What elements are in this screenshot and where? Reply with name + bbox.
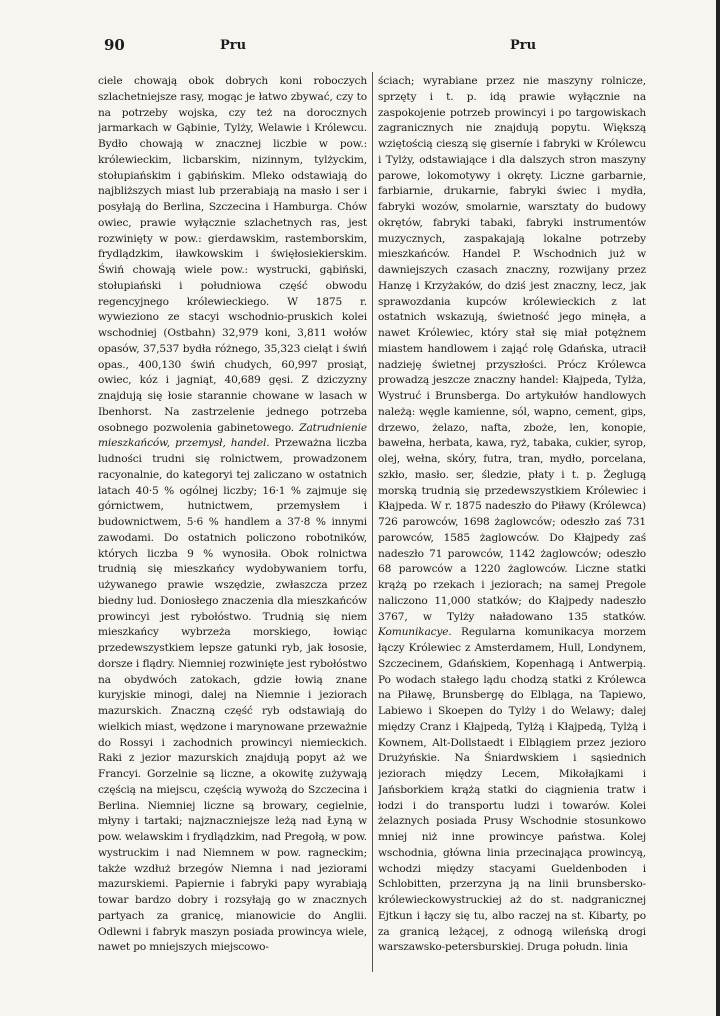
right-text-part2: Regularna komunikacya morzem łączy Królewiec z Amsterdamem, Hull, Londynem, Szczecinem, Gdańskiem, Kopenhagą i Antwerpią. Po wodach stałego lądu chodzą statki z Królewca na Piławę, Brunsbergę do Elbląga, na Tapiewo, Labiewo i Skoepen do Tylży i do Welawy; dalej między Cranz i Kłajpedą, Tylżą i Kłajpedą, Tylżą i Kownem, Alt-Dollstaedt i Elblągiem przez jezioro Drużyńskie. Na Śniardwskiem i sąsiednich jeziorach między Lecem, Mikołajkami i Jańsborkiem krążą statki do ciągnienia tratw i łodzi i do transportu ludzi i towarów. Kolei żelaznych posiada Prusy Wschodnie stosunkowo mniej niż inne prowincye państwa. Kolej wschodnia, główna linia przecinająca prowincyą, wchodzi między stacyami Gueldenboden i Schlobitten, przerzyna ją na linii brunsbersko-królewieckowystruckiej aż do st. nadgranicznej Ejtkun i łączy się tu, albo raczej na st. Kibarty, po za granicą leżącej, z odnogą wileńską drogi warszawsko-petersburskiej. Druga połudn. linia [378, 626, 646, 954]
right-text-part1: ściach; wyrabiane przez nie maszyny rolnicze, sprzęty i t. p. idą prawie wyłącznie na zaspokojenie potrzeb prowincyi i po targowiskach zagranicznych nie znajdują popytu. Większą wziętością cieszą się giserníe i fabryki w Królewcu i Tylży, odstawiające i dla dalszych stron maszyny parowe, lokomotywy i okręty. Liczne garbarnie, farbiarnie, drukarnie, fabryki świec i mydła, fabryki wozów, smolarnie, warsztaty do budowy okrętów, fabryki tabaki, fabryki instrumentów muzycznych, zaspakajają lokalne potrzeby mieszkańców. Handel P. Wschodnich już w dawniejszych czasach znaczny, rozwijany przez Hanzę i Krzyżaków, do dziś jest znaczny, lecz, jak sprawozdania kupców królewieckich z lat ostatnich wskazują, świetność jego minęła, a nawet Królewiec, który stał się miał potężnem miastem handlowem i zająć rolę Gdańska, utracił nadzieję świetnej przyszłości. Prócz Królewca prowadzą jeszcze znaczny handel: Kłajpeda, Tylża, Wystruć i Brunsberga. Do artykułów handlowych należą: węgle kamienne, sól, wapno, cement, gips, drzewo, żelazo, nafta, zboże, len, konopie, bawełna, herbata, kawa, ryż, tabaka, cukier, syrop, olej, wełna, skóry, futra, tran, mydło, porcelana, szkło, masło. ser, śledzie, płaty i t. p. Żeglugą morską trudnią się przedewszystkiem Królewiec i Kłajpeda. W r. 1875 nadeszło do Piławy (Królewca) 726 parowców, 1698 żaglowców; odeszło zaś 731 parowców, 1585 żaglowców. Do Kłajpedy zaś nadeszło 71 parowców, 1142 żaglowców; odeszło 68 parowców a 1220 żaglowców. Liczne statki krążą po rzekach i jeziorach; na samej Pregole naliczono 11,000 statków; do Kłajpedy nadeszło 3767, w Tylży naładowano 135 statków. [378, 75, 646, 623]
right-column [378, 74, 646, 974]
right-column-text [378, 74, 646, 956]
column-divider [372, 72, 373, 972]
left-column-text [98, 74, 367, 956]
section-label-communication: Komunikacye. [378, 626, 452, 639]
page-header [0, 36, 720, 58]
section-label-occupation: Zatrudnienie mieszkańców, przemysł, handel. [98, 421, 367, 450]
running-head-left: Pru [220, 38, 247, 53]
scan-edge [716, 0, 720, 1016]
left-text-part1: ciele chowają obok dobrych koni roboczych szlachetniejsze rasy, mogąc je łatwo zbywać, czy to na potrzeby wojska, czy też na dorocznych jarmarkach w Gąbinie, Tylży, Welawie i Królewcu. Bydło chowają w znacznej liczbie w pow.: królewieckim, licbarskim, nizinnym, tylżyckim, stołupiańskim i gąbińskim. Mleko odstawiają do najbliższych miast lub przerabiają na masło i ser i posyłają do Berlina, Szczecina i Hamburga. Chów owiec, prawie wyłącznie szlachetnych ras, jest rozwinięty w pow.: gierdawskim, rastemborskim, frydlądzkim, iławkowskim i święłosiekierskim. Świń chowają wiele pow.: wystrucki, gąbiński, stołupiański i południowa część obwodu regencyjnego królewieckiego. W 1875 r. wywieziono ze stacyi wschodnio-pruskich kolei wschodniej (Ostbahn) 32,979 koni, 3,811 wołów opasów, 37,537 bydła różnego, 35,323 cieląt i świń opas., 400,130 świń chudych, 60,997 prosiąt, owiec, kóz i jagniąt, 40,689 gęsi. Z dziczyzny znajdują się łosie starannie chowane w lasach w Ibenhorst. Na zastrzelenie jednego potrzeba osobnego pozwolenia gabinetowego. [98, 75, 367, 434]
left-column [98, 74, 367, 974]
page-number: 90 [104, 36, 125, 54]
running-head-right: Pru [510, 38, 537, 53]
left-text-part2: Przeważna liczba ludności trudni się rolnictwem, prowadzonem racyonalnie, do kategoryi tej zaliczano w ostatnich latach 40·5 % ogólnej liczby; 16·1 % zajmuje się górnictwem, hutnictwem, przemysłem i budownictwem, 5·6 % handlem a 37·8 % innymi zawodami. Do ostatnich policzono robotników, których liczba 9 % wynosiła. Obok rolnictwa trudnią się mieszkańcy wydobywaniem torfu, używanego prawie wszędzie, zwłaszcza przez biedny lud. Doniosłego znaczenia dla mieszkańców prowincyi jest rybołóstwo. Trudnią się niem mieszkańcy wybrzeża morskiego, łowiąc przedewszystkiem lepsze gatunki ryb, jak łososie, dorsze i flądry. Niemniej rozwinięte jest rybołóstwo na obydwóch zatokach, gdzie łowią znane kuryjskie minogi, dalej na Niemnie i jeziorach mazurskich. Znaczną część ryb odstawiają do wielkich miast, wędzone i marynowane przeważnie do Rossyi i zachodnich prowincyi niemieckich. Raki z jezior mazurskich znajdują popyt aż we Francyi. Gorzelnie są liczne, a okowitę zużywają częścią na miejscu, częścią wywożą do Szczecina i Berlina. Niemniej liczne są browary, cegielnie, młyny i tartaki; najznaczniejsze leżą nad Łyną w pow. welawskim i frydlądzkim, nad Pregołą, w pow. wystruckim i nad Niemnem w pow. ragneckim; także wzdłuż brzegów Niemna i nad jeziorami mazurskiemi. Papiernie i fabryki papy wyrabiają towar bardzo dobry i rozsyłają go w znacznych partyach za granicę, mianowicie do Anglii. Odlewni i fabryk maszyn posiada prowincya wiele, nawet po mniejszych miejscowo- [98, 437, 367, 954]
